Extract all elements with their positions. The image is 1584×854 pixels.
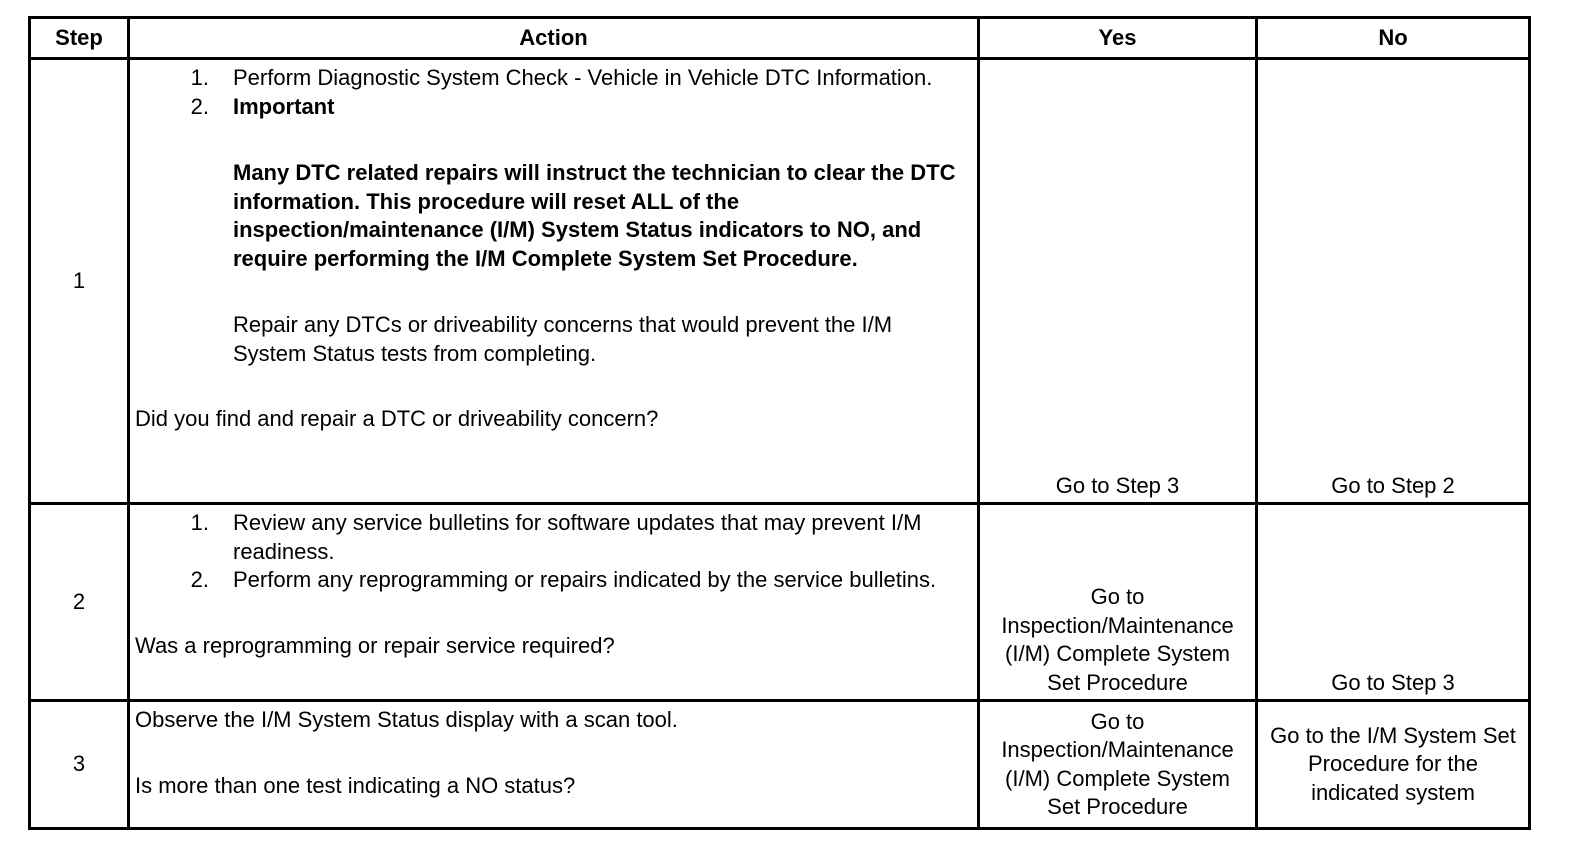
table-row xyxy=(30,504,1530,701)
action-cell xyxy=(129,59,979,504)
step-number: 3 xyxy=(30,701,129,829)
important-text: Many DTC related repairs will instruct the technician to clear the DTC information. This procedure will reset ALL of the inspection/maintenance (I/M) System Status indicators to NO, and require performing the I/M Complete System Set Procedure. xyxy=(233,160,956,271)
list-item: 2. Perform any reprogramming or repairs indicated by the service bulletins. xyxy=(190,567,937,592)
yes-cell: Go to Inspection/Maintenance (I/M) Complete System Set Procedure xyxy=(979,504,1257,701)
yes-cell: Go to Inspection/Maintenance (I/M) Complete System Set Procedure xyxy=(979,701,1257,829)
action-list xyxy=(135,64,971,121)
header-no: No xyxy=(1257,18,1530,59)
table-row xyxy=(30,59,1530,504)
action-list xyxy=(135,509,971,595)
header-action: Action xyxy=(129,18,979,59)
yes-cell: Go to Step 3 xyxy=(979,59,1257,504)
action-cell xyxy=(129,701,979,829)
list-item: 1. Perform Diagnostic System Check - Vehicle in Vehicle DTC Information. xyxy=(190,65,933,90)
no-cell: Go to the I/M System Set Procedure for the indicated system xyxy=(1257,701,1530,829)
no-cell: Go to Step 3 xyxy=(1257,504,1530,701)
header-yes: Yes xyxy=(979,18,1257,59)
no-cell: Go to Step 2 xyxy=(1257,59,1530,504)
step-number: 1 xyxy=(30,59,129,504)
list-item: 2. Important xyxy=(190,93,335,119)
diagnostic-table xyxy=(28,16,1531,830)
header-step: Step xyxy=(30,18,129,59)
question-text: Was a reprogramming or repair service required? xyxy=(135,632,615,658)
list-item: 1. Review any service bulletins for software updates that may prevent I/M readiness. xyxy=(190,510,922,564)
action-cell xyxy=(129,504,979,701)
table-row xyxy=(30,701,1530,829)
question-text: Is more than one test indicating a NO status? xyxy=(135,772,576,798)
question-text: Did you find and repair a DTC or driveability concern? xyxy=(135,406,659,431)
step-number: 2 xyxy=(30,504,129,701)
note-text: Repair any DTCs or driveability concerns that would prevent the I/M System Status tests from completing. xyxy=(233,312,893,366)
header-row xyxy=(30,18,1530,59)
instruction-text: Observe the I/M System Status display with a scan tool. xyxy=(135,707,678,732)
